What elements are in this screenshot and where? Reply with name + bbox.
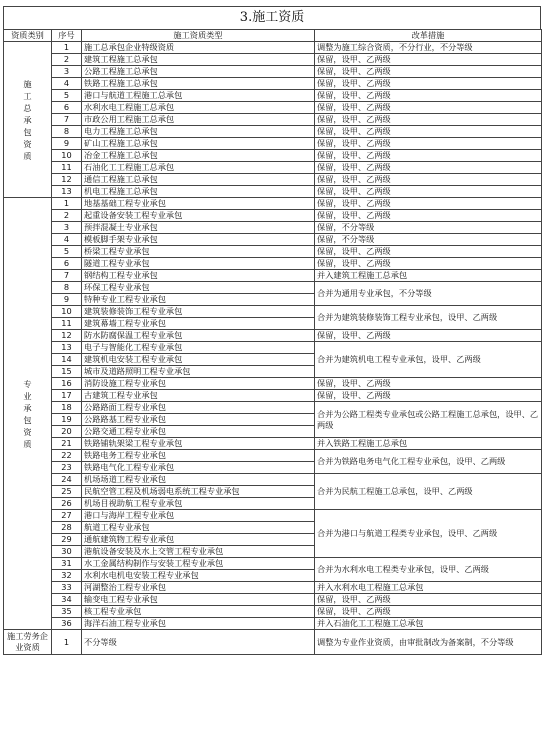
- qualification-type: 电力工程施工总承包: [82, 126, 315, 138]
- qualification-type: 建筑装修装饰工程专业承包: [82, 306, 315, 318]
- qualification-type: 冶金工程施工总承包: [82, 150, 315, 162]
- qualification-type: 公路工程施工总承包: [82, 66, 315, 78]
- reform-measure: 保留，设甲、乙两级: [315, 66, 542, 78]
- row-number: 12: [52, 330, 82, 342]
- table-row: [4, 618, 542, 630]
- reform-measure: 保留，设甲、乙两级: [315, 210, 542, 222]
- row-number: 30: [52, 546, 82, 558]
- table-row: [4, 594, 542, 606]
- qualification-type: 矿山工程施工总承包: [82, 138, 315, 150]
- qualification-type: 施工总承包企业特级资质: [82, 42, 315, 54]
- row-number: 8: [52, 126, 82, 138]
- reform-measure: 保留，设甲、乙两级: [315, 78, 542, 90]
- category-label: 施工总承包资质: [23, 78, 32, 161]
- reform-measure: 保留，设甲、乙两级: [315, 390, 542, 402]
- header-number: 序号: [52, 30, 82, 42]
- table-row: [4, 234, 542, 246]
- reform-measure: 保留，设甲、乙两级: [315, 126, 542, 138]
- page-title: 3.施工资质: [3, 6, 541, 29]
- row-number: 25: [52, 486, 82, 498]
- reform-measure: 并入水利水电工程施工总承包: [315, 582, 542, 594]
- qualification-type: 预拌混凝土专业承包: [82, 222, 315, 234]
- qualification-type: 模板脚手架专业承包: [82, 234, 315, 246]
- row-number: 16: [52, 378, 82, 390]
- qualification-type: 环保工程专业承包: [82, 282, 315, 294]
- reform-measure-merged: 合并为港口与航道工程类专业承包，设甲、乙两级: [315, 510, 542, 558]
- table-row: [4, 66, 542, 78]
- row-number: 1: [52, 198, 82, 210]
- reform-measure: 保留，设甲、乙两级: [315, 150, 542, 162]
- table-row: [4, 330, 542, 342]
- row-number: 26: [52, 498, 82, 510]
- row-number: 18: [52, 402, 82, 414]
- category-label: 专业承包资质: [23, 378, 32, 449]
- qualification-type: 港口与海岸工程专业承包: [82, 510, 315, 522]
- row-number: 12: [52, 174, 82, 186]
- qualification-type: 水工金属结构制作与安装工程专业承包: [82, 558, 315, 570]
- row-number: 7: [52, 270, 82, 282]
- table-row: [4, 222, 542, 234]
- qualification-type: 核工程专业承包: [82, 606, 315, 618]
- table-row: [4, 114, 542, 126]
- qualification-type: 电子与智能化工程专业承包: [82, 342, 315, 354]
- row-number: 6: [52, 258, 82, 270]
- reform-measure-merged: 合并为建筑机电工程专业承包，设甲、乙两级: [315, 342, 542, 378]
- row-number: 9: [52, 138, 82, 150]
- reform-measure: 并入建筑工程施工总承包: [315, 270, 542, 282]
- row-number: 9: [52, 294, 82, 306]
- qualification-type: 港口与航道工程施工总承包: [82, 90, 315, 102]
- reform-measure: 保留，设甲、乙两级: [315, 90, 542, 102]
- reform-measure: 保留，不分等级: [315, 222, 542, 234]
- qualification-type: 通信工程施工总承包: [82, 174, 315, 186]
- reform-measure-merged: 合并为铁路电务电气化工程专业承包，设甲、乙两级: [315, 450, 542, 474]
- reform-measure-merged: 合并为建筑装修装饰工程专业承包，设甲、乙两级: [315, 306, 542, 330]
- row-number: 19: [52, 414, 82, 426]
- qualification-type: 建筑工程施工总承包: [82, 54, 315, 66]
- reform-measure: 保留，设甲、乙两级: [315, 54, 542, 66]
- table-row: [4, 474, 542, 486]
- qualification-type: 机电工程施工总承包: [82, 186, 315, 198]
- qualification-document: [3, 6, 541, 655]
- qualification-type: 港航设备安装及水上交管工程专业承包: [82, 546, 315, 558]
- qualification-table: [3, 29, 542, 655]
- row-number: 13: [52, 342, 82, 354]
- qualification-type: 防水防腐保温工程专业承包: [82, 330, 315, 342]
- reform-measure: 保留，设甲、乙两级: [315, 162, 542, 174]
- reform-measure-merged: 合并为水利水电工程类专业承包，设甲、乙两级: [315, 558, 542, 582]
- row-number: 6: [52, 102, 82, 114]
- row-number: 28: [52, 522, 82, 534]
- reform-measure: 保留，设甲、乙两级: [315, 198, 542, 210]
- qualification-type: 不分等级: [82, 630, 315, 655]
- table-row: [4, 246, 542, 258]
- table-row: [4, 510, 542, 522]
- qualification-type: 隧道工程专业承包: [82, 258, 315, 270]
- qualification-type: 铁路电务工程专业承包: [82, 450, 315, 462]
- qualification-type: 地基基础工程专业承包: [82, 198, 315, 210]
- row-number: 10: [52, 306, 82, 318]
- reform-measure: 保留，设甲、乙两级: [315, 378, 542, 390]
- row-number: 36: [52, 618, 82, 630]
- header-category: 资质类别: [4, 30, 52, 42]
- reform-measure: 并入铁路工程施工总承包: [315, 438, 542, 450]
- qualification-type: 水利水电机电安装工程专业承包: [82, 570, 315, 582]
- row-number: 35: [52, 606, 82, 618]
- reform-measure: 并入石油化工工程施工总承包: [315, 618, 542, 630]
- table-row: [4, 258, 542, 270]
- row-number: 29: [52, 534, 82, 546]
- reform-measure: 保留，设甲、乙两级: [315, 594, 542, 606]
- table-row: [4, 198, 542, 210]
- reform-measure: 调整为专业作业资质，由审批制改为备案制，不分等级: [315, 630, 542, 655]
- qualification-type: 河湖整治工程专业承包: [82, 582, 315, 594]
- table-row: [4, 78, 542, 90]
- reform-measure-merged: 合并为公路工程类专业承包或公路工程施工总承包，设甲、乙两级: [315, 402, 542, 438]
- category-cell: [4, 198, 52, 630]
- table-row: [4, 126, 542, 138]
- table-row: [4, 558, 542, 570]
- table-row: [4, 90, 542, 102]
- qualification-type: 铁路铺轨架梁工程专业承包: [82, 438, 315, 450]
- category-cell: 施工劳务企业资质: [4, 630, 52, 655]
- table-body: [4, 30, 542, 655]
- qualification-type: 输变电工程专业承包: [82, 594, 315, 606]
- header-row: [4, 30, 542, 42]
- header-measure: 改革措施: [315, 30, 542, 42]
- qualification-type: 建筑机电安装工程专业承包: [82, 354, 315, 366]
- table-row: [4, 402, 542, 414]
- row-number: 24: [52, 474, 82, 486]
- reform-measure-merged: 合并为通用专业承包，不分等级: [315, 282, 542, 306]
- reform-measure: 保留，设甲、乙两级: [315, 246, 542, 258]
- reform-measure: 保留，设甲、乙两级: [315, 606, 542, 618]
- qualification-type: 消防设施工程专业承包: [82, 378, 315, 390]
- row-number: 8: [52, 282, 82, 294]
- qualification-type: 铁路电气化工程专业承包: [82, 462, 315, 474]
- row-number: 32: [52, 570, 82, 582]
- qualification-type: 起重设备安装工程专业承包: [82, 210, 315, 222]
- row-number: 33: [52, 582, 82, 594]
- row-number: 2: [52, 54, 82, 66]
- qualification-type: 古建筑工程专业承包: [82, 390, 315, 402]
- row-number: 1: [52, 630, 82, 655]
- row-number: 17: [52, 390, 82, 402]
- reform-measure-merged: 合并为民航工程施工总承包，设甲、乙两级: [315, 474, 542, 510]
- qualification-type: 公路交通工程专业承包: [82, 426, 315, 438]
- reform-measure: 保留，设甲、乙两级: [315, 330, 542, 342]
- row-number: 4: [52, 78, 82, 90]
- table-row: [4, 210, 542, 222]
- reform-measure: 保留，设甲、乙两级: [315, 102, 542, 114]
- table-row: [4, 282, 542, 294]
- table-row: [4, 42, 542, 54]
- table-row: [4, 390, 542, 402]
- row-number: 2: [52, 210, 82, 222]
- qualification-type: 石油化工工程施工总承包: [82, 162, 315, 174]
- row-number: 1: [52, 42, 82, 54]
- table-row: [4, 306, 542, 318]
- qualification-type: 公路路基工程专业承包: [82, 414, 315, 426]
- row-number: 31: [52, 558, 82, 570]
- qualification-type: 民航空管工程及机场弱电系统工程专业承包: [82, 486, 315, 498]
- table-row: [4, 138, 542, 150]
- qualification-type: 城市及道路照明工程专业承包: [82, 366, 315, 378]
- qualification-type: 市政公用工程施工总承包: [82, 114, 315, 126]
- reform-measure: 保留，设甲、乙两级: [315, 138, 542, 150]
- row-number: 4: [52, 234, 82, 246]
- table-row: [4, 162, 542, 174]
- header-type: 施工资质类型: [82, 30, 315, 42]
- row-number: 5: [52, 246, 82, 258]
- qualification-type: 钢结构工程专业承包: [82, 270, 315, 282]
- table-row: [4, 582, 542, 594]
- row-number: 27: [52, 510, 82, 522]
- reform-measure: 保留，设甲、乙两级: [315, 174, 542, 186]
- reform-measure: 保留，设甲、乙两级: [315, 114, 542, 126]
- row-number: 3: [52, 222, 82, 234]
- row-number: 13: [52, 186, 82, 198]
- qualification-type: 公路路面工程专业承包: [82, 402, 315, 414]
- row-number: 20: [52, 426, 82, 438]
- table-row: [4, 342, 542, 354]
- reform-measure: 保留，设甲、乙两级: [315, 186, 542, 198]
- table-row: [4, 102, 542, 114]
- reform-measure: 保留，不分等级: [315, 234, 542, 246]
- row-number: 10: [52, 150, 82, 162]
- row-number: 34: [52, 594, 82, 606]
- reform-measure: 调整为施工综合资质，不分行业，不分等级: [315, 42, 542, 54]
- qualification-type: 机场目视助航工程专业承包: [82, 498, 315, 510]
- qualification-type: 机场场道工程专业承包: [82, 474, 315, 486]
- row-number: 3: [52, 66, 82, 78]
- row-number: 23: [52, 462, 82, 474]
- qualification-type: 通航建筑物工程专业承包: [82, 534, 315, 546]
- qualification-type: 海洋石油工程专业承包: [82, 618, 315, 630]
- qualification-type: 桥梁工程专业承包: [82, 246, 315, 258]
- qualification-type: 建筑幕墙工程专业承包: [82, 318, 315, 330]
- table-row: [4, 270, 542, 282]
- table-row: [4, 150, 542, 162]
- table-row: [4, 186, 542, 198]
- row-number: 15: [52, 366, 82, 378]
- table-row: [4, 606, 542, 618]
- table-row: [4, 630, 542, 655]
- table-row: [4, 378, 542, 390]
- qualification-type: 水利水电工程施工总承包: [82, 102, 315, 114]
- table-row: [4, 54, 542, 66]
- row-number: 5: [52, 90, 82, 102]
- row-number: 22: [52, 450, 82, 462]
- row-number: 11: [52, 162, 82, 174]
- table-row: [4, 438, 542, 450]
- table-row: [4, 174, 542, 186]
- row-number: 11: [52, 318, 82, 330]
- table-row: [4, 450, 542, 462]
- row-number: 7: [52, 114, 82, 126]
- qualification-type: 铁路工程施工总承包: [82, 78, 315, 90]
- reform-measure: 保留，设甲、乙两级: [315, 258, 542, 270]
- qualification-type: 特种专业工程专业承包: [82, 294, 315, 306]
- qualification-type: 航道工程专业承包: [82, 522, 315, 534]
- row-number: 21: [52, 438, 82, 450]
- row-number: 14: [52, 354, 82, 366]
- category-cell: [4, 42, 52, 198]
